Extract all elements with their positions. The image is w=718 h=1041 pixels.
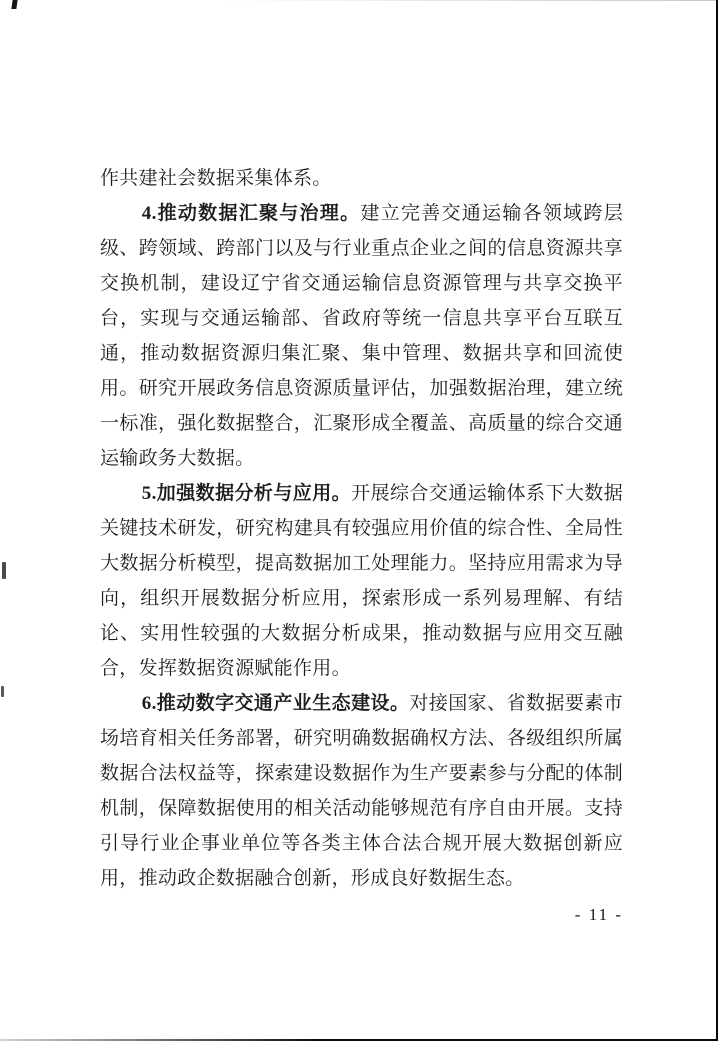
paragraph-text: 开展综合交通运输体系下大数据关键技术研发，研究构建具有较强应用价值的综合性、全局性大数据分析模型，提高数据加工处理能力。坚持应用需求为导向，组织开展数据分析应用，探索形成一系列易理解、有结论、实用性较强的大数据分析成果，推动数据与应用交互融合，发挥数据资源赋能作用。 (100, 483, 623, 679)
paragraph-text: 作共建社会数据采集体系。 (100, 168, 332, 189)
paragraph-text: 建立完善交通运输各领域跨层级、跨领域、跨部门以及与行业重点企业之间的信息资源共享交换机制，建设辽宁省交通运输信息资源管理与共享交换平台，实现与交通运输部、省政府等统一信息共享平台互联互通，推动数据资源归集汇聚、集中管理、数据共享和回流使用。研究开展政务信息资源质量评估，加强数据治理，建立统一标准，强化数据整合，汇聚形成全覆盖、高质量的综合交通运输政务大数据。 (100, 203, 623, 469)
scan-artifact-corner (11, 0, 17, 9)
scan-artifact-left-2 (1, 686, 4, 697)
paragraph-lead: 5.加强数据分析与应用。 (141, 483, 352, 504)
page-number: - 11 - (574, 905, 623, 924)
paragraph-lead: 4.推动数据汇聚与治理。 (141, 203, 361, 224)
document-body (100, 161, 623, 896)
paragraph-text: 对接国家、省数据要素市场培育相关任务部署，研究明确数据确权方法、各级组织所属数据合法权益等，探索建设数据作为生产要素参与分配的体制机制，保障数据使用的相关活动能够规范有序自由开展。支持引导行业企事业单位等各类主体合法合规开展大数据创新应用，推动政企数据融合创新，形成良好数据生态。 (100, 693, 623, 889)
paragraph-lead: 6.推动数字交通产业生态建设。 (141, 693, 410, 714)
body-paragraph-5 (100, 476, 623, 686)
body-paragraph-4 (100, 196, 623, 476)
scan-artifact-left-1 (2, 562, 6, 579)
scan-edge-top (0, 0, 718, 1)
body-paragraph-6 (100, 686, 623, 896)
body-paragraph-continuation (100, 161, 623, 196)
